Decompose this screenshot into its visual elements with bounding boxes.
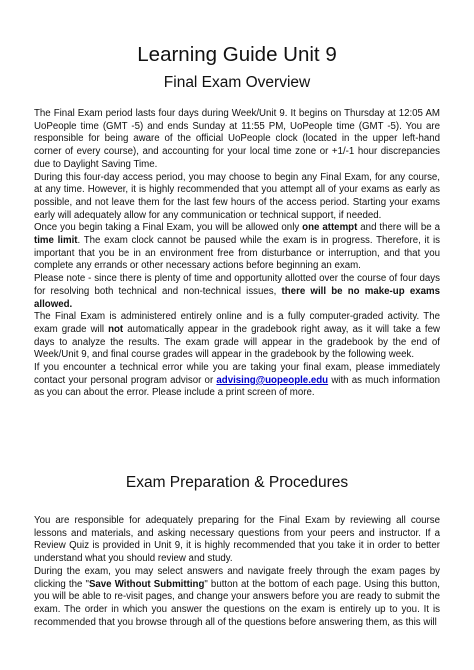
text-span: During the exam, you may select answers and navigate freely through the exam pages by clicking the " <box>34 565 440 590</box>
text-span: Once you begin taking a Final Exam, you will be allowed only <box>34 222 303 234</box>
section-heading-exam-preparation: Exam Preparation & Procedures <box>125 474 349 491</box>
text-span: Please note - since there is plenty of time and opportunity allotted over the course of four days for resolving both technical and non-technical issues, <box>34 273 440 297</box>
text-span: " button at the bottom of each page. Using this button, you will be able to re-visit pages, and change your answers before you are ready to submit the exam. The order in which you answer the questions on the exam is entirely up to you. It is recommended that you browse through all of the questions before answering them, as this will <box>34 578 440 628</box>
exam-preparation-section <box>34 515 440 629</box>
text-span: . The exam clock cannot be paused while the exam is in progress. Therefore, it is important that you be in an environment free from disturbance or interruption, and that you complete any errands or other necessary actions before beginning an exam. <box>34 235 440 272</box>
bold-time-limit: time limit <box>34 235 78 247</box>
bold-not: not <box>108 323 124 335</box>
paragraph-technical-error <box>34 362 440 400</box>
advising-email-link[interactable]: advising@uopeople.edu <box>216 374 329 386</box>
bold-save-without-submitting: Save Without Submitting <box>88 578 205 590</box>
page-title: Learning Guide Unit 9 <box>137 43 337 66</box>
text-span: with as much information as you can about the error. Please include a print screen of more. <box>34 374 440 399</box>
paragraph-one-attempt <box>34 222 440 273</box>
paragraph-navigation <box>34 566 440 630</box>
text-span: If you encounter a technical error while you are taking your final exam, please immediately contact your personal program advisor or <box>34 362 440 386</box>
paragraph-access-period: During this four-day access period, you may choose to begin any Final Exam, for any course, at any time. However, it is highly recommended that you attempt all of your exams as early as possible, and not leave them for the last few hours of the access period. Starting your exams early will adequately allow for any communication or technical support, if needed. <box>34 171 440 221</box>
text-span: automatically appear in the gradebook right away, as it will take a few days to analyze the results. The exam grade will appear in the gradebook by the end of Week/Unit 9, and final course grades will appear in the gradebook by the following week. <box>34 323 441 361</box>
text-span: The Final Exam is administered entirely online and is a fully computer-graded activity. The exam grade will <box>34 311 440 335</box>
final-exam-overview-section <box>34 108 440 400</box>
text-span: and there will be a <box>357 222 440 234</box>
bold-one-attempt: one attempt <box>302 222 358 234</box>
paragraph-no-makeup <box>34 273 440 311</box>
paragraph-exam-period: The Final Exam period lasts four days during Week/Unit 9. It begins on Thursday at 12:05 AM UoPeople time (GMT -5) and ends Sunday at 11:55 PM, UoPeople time (GMT -5). You are responsible for being aware of the official UoPeople clock (located in the upper left-hand corner of every course), and accounting for your local time zone or +1/-1 hour discrepancies due to Daylight Saving Time. <box>34 108 440 170</box>
paragraph-grading <box>34 311 440 362</box>
page-subtitle: Final Exam Overview <box>163 74 311 91</box>
bold-no-makeup: there will be no make-up exams allowed. <box>34 285 440 310</box>
paragraph-preparation: You are responsible for adequately preparing for the Final Exam by reviewing all course lessons and materials, and asking necessary questions from your peers and instructor. If a Review Quiz is provided in Unit 9, it is highly recommended that you take it in order to better understand what you should review and study. <box>34 515 440 565</box>
